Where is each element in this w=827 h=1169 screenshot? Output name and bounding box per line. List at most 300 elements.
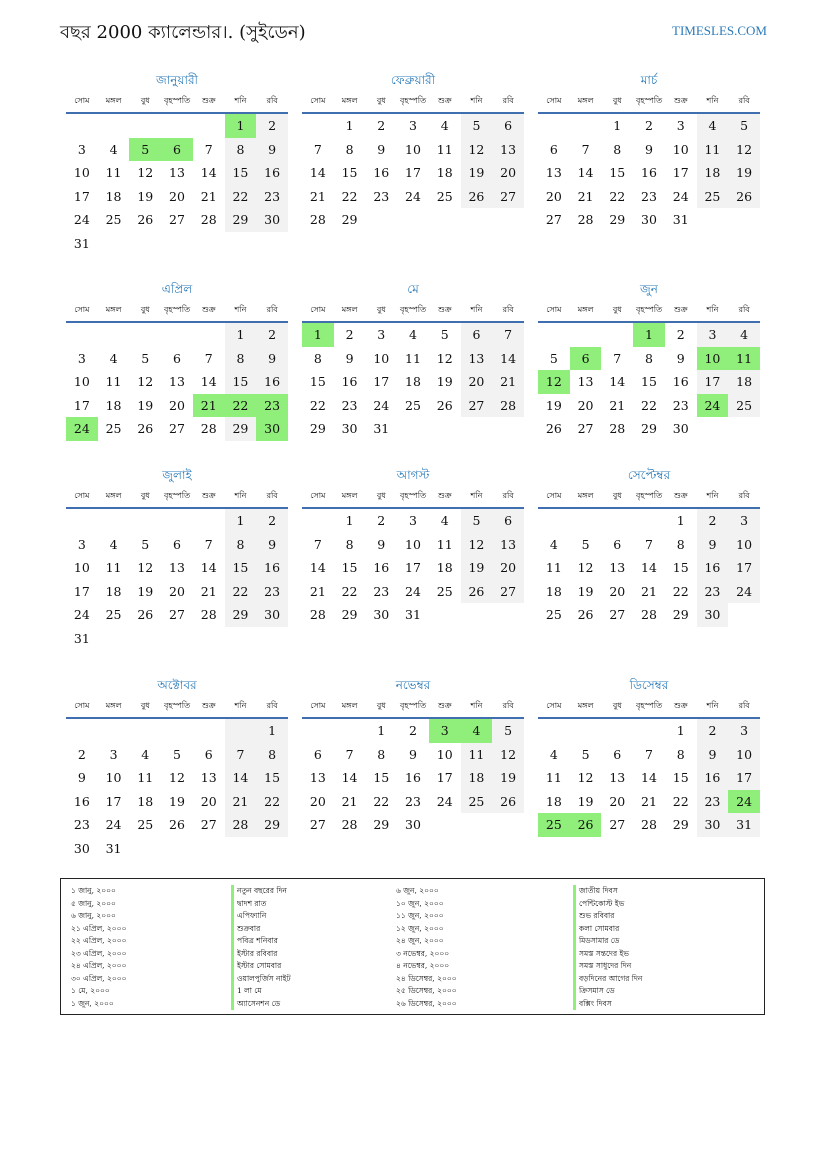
day-cell[interactable]: 1 [345, 513, 354, 528]
day-cell[interactable]: 8 [256, 743, 288, 767]
day-cell[interactable]: 22 [373, 793, 390, 809]
day-cell[interactable]: 1 [302, 323, 334, 347]
day-cell[interactable]: 12 [461, 138, 493, 162]
day-cell[interactable]: 7 [613, 350, 622, 366]
day-cell[interactable]: 20 [492, 556, 524, 580]
day-cell[interactable]: 17 [373, 374, 390, 389]
day-cell[interactable]: 11 [461, 743, 493, 767]
day-cell[interactable]: 19 [492, 766, 524, 790]
day-cell[interactable]: 16 [697, 766, 729, 790]
day-cell[interactable]: 29 [641, 421, 657, 436]
day-cell[interactable]: 7 [492, 323, 524, 347]
day-cell[interactable]: 30 [697, 603, 729, 627]
day-cell[interactable]: 26 [728, 185, 760, 209]
day-cell[interactable]: 28 [225, 813, 257, 837]
day-cell[interactable]: 15 [641, 374, 657, 389]
day-cell[interactable]: 30 [256, 603, 288, 627]
day-cell[interactable]: 6 [173, 350, 181, 366]
day-cell[interactable]: 11 [405, 350, 421, 366]
day-cell[interactable]: 2 [256, 114, 288, 138]
day-cell[interactable]: 27 [200, 817, 217, 832]
day-cell[interactable]: 19 [461, 161, 493, 185]
day-cell[interactable]: 30 [641, 212, 657, 227]
day-cell[interactable]: 14 [200, 560, 217, 575]
day-cell[interactable]: 31 [672, 212, 689, 227]
day-cell[interactable]: 31 [405, 607, 421, 622]
day-cell[interactable]: 29 [225, 208, 257, 232]
day-cell[interactable]: 18 [105, 397, 122, 413]
day-cell[interactable]: 13 [200, 770, 217, 785]
day-cell[interactable]: 29 [341, 607, 358, 622]
day-cell[interactable]: 25 [461, 790, 493, 814]
day-cell[interactable]: 2 [676, 327, 685, 342]
day-cell[interactable]: 10 [73, 165, 90, 180]
day-cell[interactable]: 9 [256, 138, 288, 162]
day-cell[interactable]: 5 [129, 138, 161, 162]
day-cell[interactable]: 24 [66, 417, 98, 441]
day-cell[interactable]: 19 [461, 556, 493, 580]
day-cell[interactable]: 7 [204, 350, 213, 366]
day-cell[interactable]: 19 [137, 397, 154, 413]
day-cell[interactable]: 11 [728, 347, 760, 371]
day-cell[interactable]: 9 [345, 350, 354, 366]
day-cell[interactable]: 31 [73, 235, 90, 251]
day-cell[interactable]: 14 [200, 165, 217, 180]
day-cell[interactable]: 1 [256, 719, 288, 743]
day-cell[interactable]: 12 [137, 165, 154, 180]
day-cell[interactable]: 7 [581, 141, 590, 157]
day-cell[interactable]: 20 [609, 793, 626, 809]
day-cell[interactable]: 24 [405, 583, 421, 599]
day-cell[interactable]: 25 [105, 212, 122, 227]
day-cell[interactable]: 12 [577, 560, 594, 575]
day-cell[interactable]: 30 [256, 208, 288, 232]
day-cell[interactable]: 26 [492, 790, 524, 814]
day-cell[interactable]: 17 [73, 397, 90, 413]
day-cell[interactable]: 11 [105, 374, 122, 389]
day-cell[interactable]: 16 [672, 374, 689, 389]
day-cell[interactable]: 17 [405, 560, 421, 575]
day-cell[interactable]: 25 [697, 185, 729, 209]
day-cell[interactable]: 9 [377, 141, 386, 157]
day-cell[interactable]: 28 [577, 212, 594, 227]
day-cell[interactable]: 16 [256, 370, 288, 394]
day-cell[interactable]: 27 [609, 817, 626, 832]
day-cell[interactable]: 9 [256, 347, 288, 371]
day-cell[interactable]: 21 [225, 790, 257, 814]
site-link[interactable]: TIMESLES.COM [672, 23, 767, 38]
day-cell[interactable]: 14 [492, 347, 524, 371]
day-cell[interactable]: 21 [341, 793, 358, 809]
day-cell[interactable]: 17 [697, 370, 729, 394]
day-cell[interactable]: 26 [137, 607, 154, 622]
day-cell[interactable]: 16 [341, 374, 358, 389]
day-cell[interactable]: 31 [728, 813, 760, 837]
day-cell[interactable]: 1 [225, 114, 257, 138]
day-cell[interactable]: 1 [633, 323, 665, 347]
day-cell[interactable]: 24 [672, 188, 689, 204]
day-cell[interactable]: 4 [549, 536, 558, 552]
day-cell[interactable]: 19 [577, 583, 594, 599]
day-cell[interactable]: 6 [613, 746, 622, 762]
day-cell[interactable]: 20 [169, 583, 185, 599]
day-cell[interactable]: 21 [492, 370, 524, 394]
day-cell[interactable]: 13 [609, 770, 626, 785]
day-cell[interactable]: 31 [73, 630, 90, 646]
day-cell[interactable]: 18 [545, 793, 562, 809]
day-cell[interactable]: 8 [313, 350, 322, 366]
day-cell[interactable]: 10 [405, 536, 421, 552]
day-cell[interactable]: 30 [405, 817, 421, 832]
day-cell[interactable]: 27 [169, 212, 185, 227]
day-cell[interactable]: 29 [309, 421, 326, 436]
day-cell[interactable]: 5 [549, 350, 558, 366]
day-cell[interactable]: 23 [641, 188, 657, 204]
day-cell[interactable]: 15 [309, 374, 326, 389]
day-cell[interactable]: 25 [105, 607, 122, 622]
day-cell[interactable]: 10 [373, 350, 390, 366]
day-cell[interactable]: 31 [105, 840, 122, 856]
day-cell[interactable]: 11 [545, 770, 562, 785]
day-cell[interactable]: 26 [545, 421, 562, 436]
day-cell[interactable]: 15 [672, 770, 689, 785]
day-cell[interactable]: 14 [609, 374, 626, 389]
day-cell[interactable]: 7 [345, 746, 354, 762]
day-cell[interactable]: 29 [225, 603, 257, 627]
day-cell[interactable]: 21 [309, 583, 326, 599]
day-cell[interactable]: 28 [200, 421, 217, 436]
day-cell[interactable]: 12 [728, 138, 760, 162]
day-cell[interactable]: 7 [204, 141, 213, 157]
day-cell[interactable]: 25 [538, 813, 570, 837]
day-cell[interactable]: 3 [77, 350, 86, 366]
day-cell[interactable]: 16 [373, 165, 390, 180]
day-cell[interactable]: 13 [492, 533, 524, 557]
day-cell[interactable]: 4 [109, 536, 118, 552]
day-cell[interactable]: 25 [545, 607, 562, 622]
day-cell[interactable]: 8 [225, 533, 257, 557]
day-cell[interactable]: 14 [641, 770, 657, 785]
day-cell[interactable]: 22 [225, 185, 257, 209]
day-cell[interactable]: 5 [728, 114, 760, 138]
day-cell[interactable]: 24 [697, 394, 729, 418]
day-cell[interactable]: 30 [373, 607, 390, 622]
day-cell[interactable]: 10 [405, 141, 421, 157]
day-cell[interactable]: 6 [570, 347, 602, 371]
day-cell[interactable]: 16 [256, 161, 288, 185]
day-cell[interactable]: 17 [672, 165, 689, 180]
day-cell[interactable]: 13 [169, 560, 185, 575]
day-cell[interactable]: 1 [676, 723, 685, 738]
day-cell[interactable]: 28 [200, 607, 217, 622]
day-cell[interactable]: 6 [613, 536, 622, 552]
day-cell[interactable]: 23 [373, 583, 390, 599]
day-cell[interactable]: 4 [728, 323, 760, 347]
day-cell[interactable]: 23 [405, 793, 421, 809]
day-cell[interactable]: 5 [492, 719, 524, 743]
day-cell[interactable]: 7 [645, 746, 653, 762]
day-cell[interactable]: 8 [676, 746, 685, 762]
day-cell[interactable]: 15 [341, 165, 358, 180]
day-cell[interactable]: 7 [313, 141, 322, 157]
day-cell[interactable]: 1 [676, 513, 685, 528]
day-cell[interactable]: 7 [313, 536, 322, 552]
day-cell[interactable]: 2 [377, 513, 386, 528]
day-cell[interactable]: 3 [429, 719, 461, 743]
day-cell[interactable]: 19 [137, 583, 154, 599]
day-cell[interactable]: 10 [436, 746, 453, 762]
day-cell[interactable]: 15 [341, 560, 358, 575]
day-cell[interactable]: 17 [105, 793, 122, 809]
day-cell[interactable]: 6 [161, 138, 193, 162]
day-cell[interactable]: 15 [225, 370, 257, 394]
day-cell[interactable]: 15 [225, 161, 257, 185]
day-cell[interactable]: 5 [461, 509, 493, 533]
day-cell[interactable]: 8 [345, 536, 354, 552]
day-cell[interactable]: 17 [436, 770, 453, 785]
day-cell[interactable]: 28 [641, 607, 657, 622]
day-cell[interactable]: 20 [169, 397, 185, 413]
day-cell[interactable]: 22 [672, 793, 689, 809]
day-cell[interactable]: 23 [697, 790, 729, 814]
day-cell[interactable]: 28 [492, 394, 524, 418]
day-cell[interactable]: 16 [256, 556, 288, 580]
day-cell[interactable]: 2 [256, 509, 288, 533]
day-cell[interactable]: 25 [405, 397, 421, 413]
day-cell[interactable]: 27 [492, 185, 524, 209]
day-cell[interactable]: 12 [169, 770, 185, 785]
day-cell[interactable]: 18 [436, 560, 453, 575]
day-cell[interactable]: 4 [109, 141, 118, 157]
day-cell[interactable]: 8 [225, 347, 257, 371]
day-cell[interactable]: 8 [645, 350, 653, 366]
day-cell[interactable]: 3 [409, 118, 417, 133]
day-cell[interactable]: 27 [169, 421, 185, 436]
day-cell[interactable]: 13 [577, 374, 594, 389]
day-cell[interactable]: 20 [169, 188, 185, 204]
day-cell[interactable]: 3 [728, 719, 760, 743]
day-cell[interactable]: 18 [697, 161, 729, 185]
day-cell[interactable]: 11 [436, 536, 453, 552]
day-cell[interactable]: 16 [697, 556, 729, 580]
day-cell[interactable]: 24 [436, 793, 453, 809]
day-cell[interactable]: 9 [645, 141, 653, 157]
day-cell[interactable]: 30 [672, 421, 689, 436]
day-cell[interactable]: 20 [545, 188, 562, 204]
day-cell[interactable]: 19 [577, 793, 594, 809]
day-cell[interactable]: 6 [549, 141, 558, 157]
day-cell[interactable]: 9 [256, 533, 288, 557]
day-cell[interactable]: 20 [200, 793, 217, 809]
day-cell[interactable]: 28 [309, 607, 326, 622]
day-cell[interactable]: 29 [373, 817, 390, 832]
day-cell[interactable]: 31 [373, 421, 390, 436]
day-cell[interactable]: 22 [341, 583, 358, 599]
day-cell[interactable]: 10 [697, 347, 729, 371]
day-cell[interactable]: 19 [545, 397, 562, 413]
day-cell[interactable]: 4 [440, 118, 449, 133]
day-cell[interactable]: 23 [256, 394, 288, 418]
day-cell[interactable]: 17 [728, 556, 760, 580]
day-cell[interactable]: 27 [577, 421, 594, 436]
day-cell[interactable]: 9 [409, 746, 417, 762]
day-cell[interactable]: 7 [225, 743, 257, 767]
day-cell[interactable]: 28 [641, 817, 657, 832]
day-cell[interactable]: 22 [309, 397, 326, 413]
day-cell[interactable]: 23 [256, 185, 288, 209]
day-cell[interactable]: 2 [345, 327, 354, 342]
day-cell[interactable]: 14 [577, 165, 594, 180]
day-cell[interactable]: 2 [409, 723, 417, 738]
day-cell[interactable]: 22 [341, 188, 358, 204]
day-cell[interactable]: 6 [313, 746, 322, 762]
day-cell[interactable]: 5 [173, 746, 181, 762]
day-cell[interactable]: 28 [309, 212, 326, 227]
day-cell[interactable]: 8 [377, 746, 386, 762]
day-cell[interactable]: 3 [728, 509, 760, 533]
day-cell[interactable]: 26 [436, 397, 453, 413]
day-cell[interactable]: 4 [440, 513, 449, 528]
day-cell[interactable]: 12 [492, 743, 524, 767]
day-cell[interactable]: 22 [225, 394, 257, 418]
day-cell[interactable]: 23 [672, 397, 689, 413]
day-cell[interactable]: 24 [405, 188, 421, 204]
day-cell[interactable]: 21 [200, 188, 217, 204]
day-cell[interactable]: 29 [256, 813, 288, 837]
day-cell[interactable]: 4 [141, 746, 150, 762]
day-cell[interactable]: 26 [461, 580, 493, 604]
day-cell[interactable]: 1 [377, 723, 386, 738]
day-cell[interactable]: 20 [492, 161, 524, 185]
day-cell[interactable]: 14 [309, 560, 326, 575]
day-cell[interactable]: 13 [609, 560, 626, 575]
day-cell[interactable]: 17 [405, 165, 421, 180]
day-cell[interactable]: 21 [641, 793, 657, 809]
day-cell[interactable]: 26 [137, 212, 154, 227]
day-cell[interactable]: 6 [492, 114, 524, 138]
day-cell[interactable]: 13 [169, 374, 185, 389]
day-cell[interactable]: 17 [73, 583, 90, 599]
day-cell[interactable]: 29 [672, 817, 689, 832]
day-cell[interactable]: 3 [697, 323, 729, 347]
day-cell[interactable]: 13 [545, 165, 562, 180]
day-cell[interactable]: 26 [461, 185, 493, 209]
day-cell[interactable]: 22 [225, 580, 257, 604]
day-cell[interactable]: 15 [373, 770, 390, 785]
day-cell[interactable]: 30 [256, 417, 288, 441]
day-cell[interactable]: 18 [105, 583, 122, 599]
day-cell[interactable]: 21 [193, 394, 225, 418]
day-cell[interactable]: 7 [645, 536, 653, 552]
day-cell[interactable]: 26 [570, 813, 602, 837]
day-cell[interactable]: 1 [613, 118, 622, 133]
day-cell[interactable]: 24 [105, 817, 122, 832]
day-cell[interactable]: 12 [436, 350, 453, 366]
day-cell[interactable]: 10 [73, 374, 90, 389]
day-cell[interactable]: 11 [545, 560, 562, 575]
day-cell[interactable]: 14 [309, 165, 326, 180]
day-cell[interactable]: 3 [77, 536, 86, 552]
day-cell[interactable]: 4 [461, 719, 493, 743]
day-cell[interactable]: 24 [73, 607, 90, 622]
day-cell[interactable]: 5 [440, 327, 449, 342]
day-cell[interactable]: 30 [73, 840, 90, 856]
day-cell[interactable]: 23 [373, 188, 390, 204]
day-cell[interactable]: 18 [545, 583, 562, 599]
day-cell[interactable]: 25 [436, 583, 453, 599]
day-cell[interactable]: 11 [697, 138, 729, 162]
day-cell[interactable]: 22 [256, 790, 288, 814]
day-cell[interactable]: 19 [137, 188, 154, 204]
day-cell[interactable]: 30 [697, 813, 729, 837]
day-cell[interactable]: 21 [641, 583, 657, 599]
day-cell[interactable]: 23 [73, 817, 90, 832]
day-cell[interactable]: 14 [341, 770, 358, 785]
day-cell[interactable]: 5 [141, 350, 150, 366]
day-cell[interactable]: 20 [577, 397, 594, 413]
day-cell[interactable]: 18 [405, 374, 421, 389]
day-cell[interactable]: 11 [137, 770, 154, 785]
day-cell[interactable]: 9 [77, 770, 86, 785]
day-cell[interactable]: 6 [173, 536, 181, 552]
day-cell[interactable]: 2 [377, 118, 386, 133]
day-cell[interactable]: 26 [577, 607, 594, 622]
day-cell[interactable]: 3 [109, 746, 118, 762]
day-cell[interactable]: 10 [105, 770, 122, 785]
day-cell[interactable]: 4 [549, 746, 558, 762]
day-cell[interactable]: 18 [137, 793, 154, 809]
day-cell[interactable]: 1 [225, 509, 257, 533]
day-cell[interactable]: 25 [436, 188, 453, 204]
day-cell[interactable]: 27 [609, 607, 626, 622]
day-cell[interactable]: 27 [492, 580, 524, 604]
day-cell[interactable]: 19 [169, 793, 185, 809]
day-cell[interactable]: 14 [200, 374, 217, 389]
day-cell[interactable]: 18 [728, 370, 760, 394]
day-cell[interactable]: 29 [225, 417, 257, 441]
day-cell[interactable]: 20 [609, 583, 626, 599]
day-cell[interactable]: 16 [641, 165, 657, 180]
day-cell[interactable]: 24 [373, 397, 390, 413]
day-cell[interactable]: 8 [225, 138, 257, 162]
day-cell[interactable]: 4 [697, 114, 729, 138]
day-cell[interactable]: 12 [577, 770, 594, 785]
day-cell[interactable]: 28 [609, 421, 626, 436]
day-cell[interactable]: 18 [105, 188, 122, 204]
day-cell[interactable]: 9 [697, 533, 729, 557]
day-cell[interactable]: 25 [105, 421, 122, 436]
day-cell[interactable]: 13 [461, 347, 493, 371]
day-cell[interactable]: 8 [345, 141, 354, 157]
day-cell[interactable]: 12 [538, 370, 570, 394]
day-cell[interactable]: 10 [728, 533, 760, 557]
day-cell[interactable]: 6 [204, 746, 213, 762]
day-cell[interactable]: 10 [672, 141, 689, 157]
day-cell[interactable]: 12 [137, 374, 154, 389]
day-cell[interactable]: 2 [77, 746, 86, 762]
day-cell[interactable]: 16 [373, 560, 390, 575]
day-cell[interactable]: 25 [728, 394, 760, 418]
day-cell[interactable]: 12 [461, 533, 493, 557]
day-cell[interactable]: 21 [577, 188, 594, 204]
day-cell[interactable]: 9 [676, 350, 685, 366]
day-cell[interactable]: 5 [581, 746, 590, 762]
day-cell[interactable]: 23 [697, 580, 729, 604]
day-cell[interactable]: 3 [409, 513, 417, 528]
day-cell[interactable]: 9 [697, 743, 729, 767]
day-cell[interactable]: 10 [73, 560, 90, 575]
day-cell[interactable]: 5 [461, 114, 493, 138]
